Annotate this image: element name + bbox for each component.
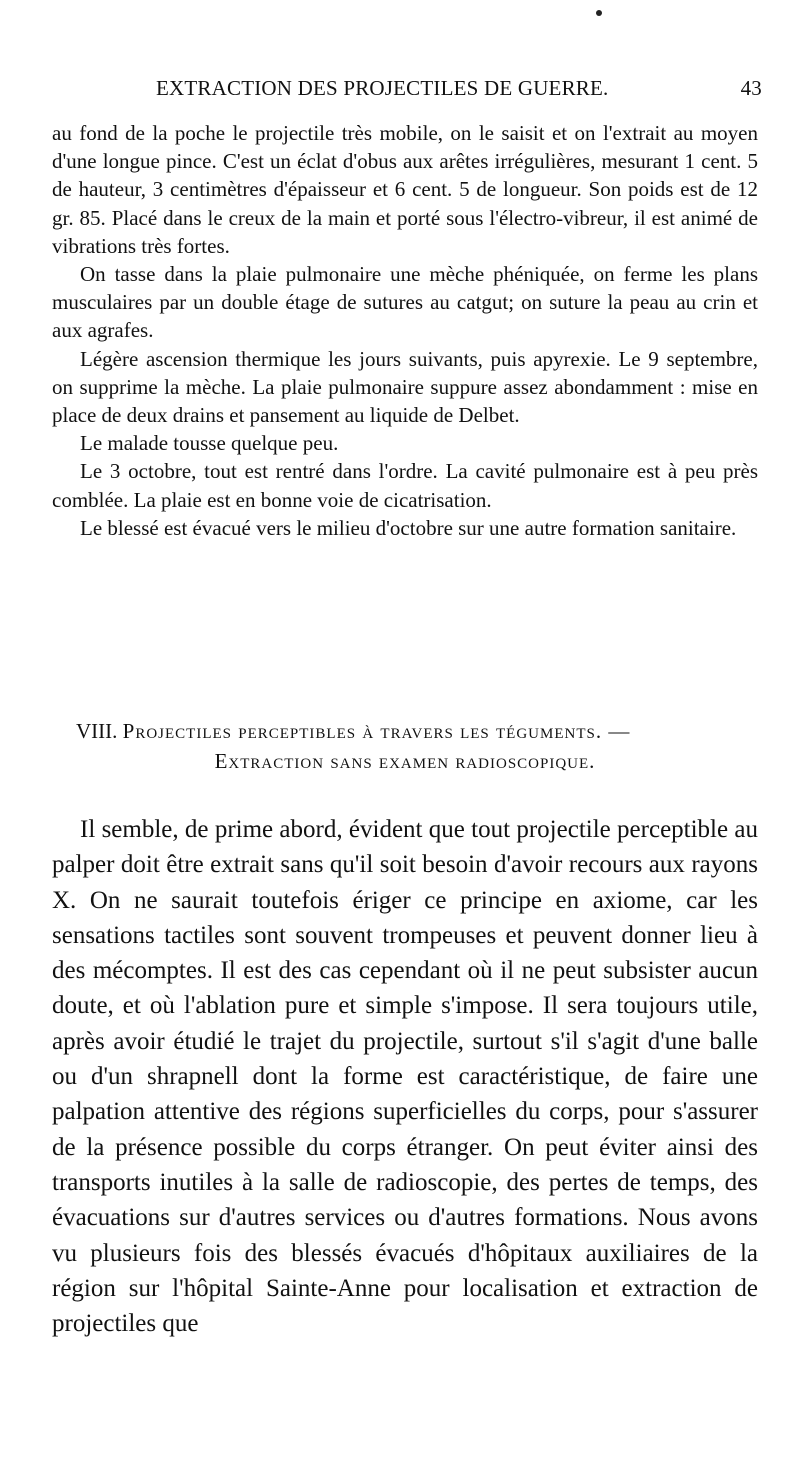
paragraph: Il semble, de prime abord, évident que tout projectile perceptible au palper doit être extrait sans qu'il soit besoin d'avoir recours aux rayons X. On ne saurait toutefois ériger ce principe en axiome, car les sensations tactiles sont souvent trompeuses et peuvent donner lieu à des mécomptes. Il est des cas cependant où il ne peut subsister aucun doute, et où l'ablation pure et simple s'impose. Il sera toujours utile, après avoir étudié le trajet du projectile, surtout s'il s'agit d'une balle ou d'un shrapnell dont la forme est caractéristique, de faire une palpation attentive des régions superficielles du corps, pour s'assurer de la présence possible du corps étranger. On peut éviter ainsi des transports inutiles à la salle de radioscopie, des pertes de temps, des évacuations sur d'autres services ou d'autres formations. Nous avons vu plusieurs fois des blessés évacués d'hôpitaux auxiliaires de la région sur l'hôpital Sainte-Anne pour localisation et extraction de projectiles que — [52, 816, 758, 1338]
ink-speck — [596, 10, 602, 16]
paragraph: Le malade tousse quelque peu. — [80, 431, 339, 456]
paragraph: Le blessé est évacué vers le milieu d'octobre sur une autre formation sanitaire. — [80, 515, 737, 540]
paragraph: au fond de la poche le projectile très mobile, on le saisit et on l'extrait au moyen d'une longue pince. C'est un éclat d'obus aux arêtes irrégulières, mesurant 1 cent. 5 de hauteur, 3 centimètres d'épaisseur et 6 cent. 5 de longueur. Son poids est de 12 gr. 85. Placé dans le creux de la main et porté sous l'électro-vibreur, il est animé de vibrations très fortes. — [52, 121, 758, 258]
section-number: VIII. — [76, 719, 118, 743]
section-title-part-2: Extraction sans examen radioscopique. — [214, 749, 596, 773]
section-heading-line-1 — [52, 716, 758, 746]
running-title: EXTRACTION DES PROJECTILES DE GUERRE. — [156, 76, 609, 100]
text-block-main — [52, 812, 758, 1341]
text-block-top — [52, 119, 758, 542]
section-title-part-1: Projectiles perceptibles à travers les téguments. — — [122, 719, 631, 743]
running-head — [56, 76, 762, 101]
page-number: 43 — [740, 76, 762, 100]
paragraph: Légère ascension thermique les jours suivants, puis apyrexie. Le 9 septembre, on supprime la mèche. La plaie pulmonaire suppure assez abondamment : mise en place de deux drains et pansement au liquide de Delbet. — [52, 346, 758, 428]
paragraph: On tasse dans la plaie pulmonaire une mèche phéniquée, on ferme les plans musculaires par un double étage de sutures au catgut; on suture la peau au crin et aux agrafes. — [52, 262, 758, 343]
paragraph: Le 3 octobre, tout est rentré dans l'ordre. La cavité pulmonaire est à peu près comblée. La plaie est en bonne voie de cicatrisation. — [52, 459, 758, 512]
section-heading — [52, 716, 758, 776]
